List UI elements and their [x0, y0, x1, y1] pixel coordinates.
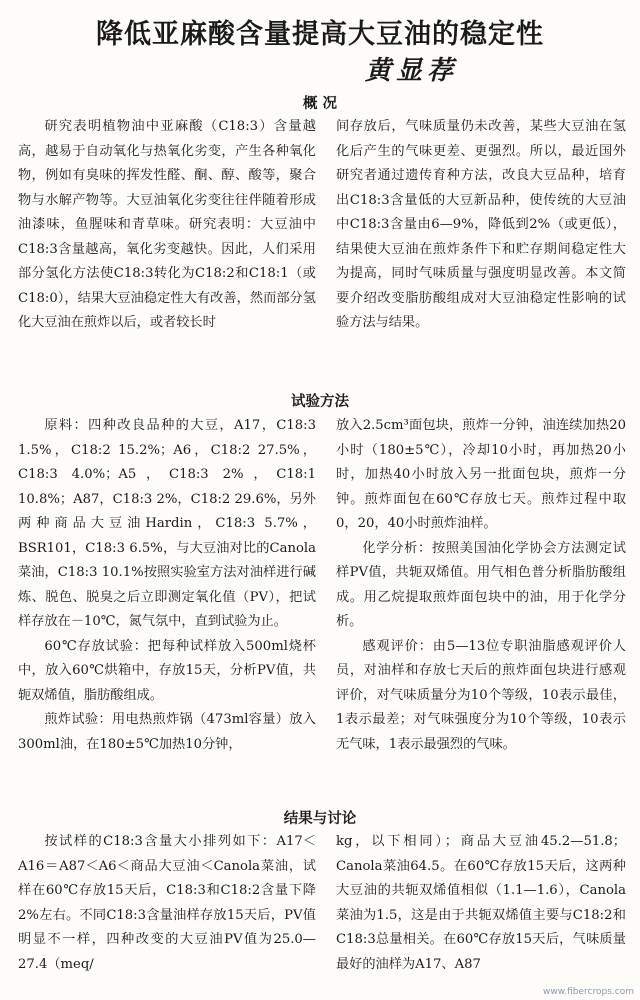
- section-heading-overview: 概 况: [302, 96, 338, 112]
- results-left-column: [18, 830, 316, 1000]
- methods-left-column: [18, 414, 316, 804]
- methods-right-column: [336, 414, 626, 804]
- paragraph: 感观评价：由5—13位专职油脂感观评价人员，对油样和存放七天后的煎炸面包块进行感观评价，对气味质量分为10个等级，10表示最佳，1表示最差；对气味强度分为10个等级，10表示无气味，1表示最强烈的气味。: [336, 638, 626, 752]
- article-title: 降低亚麻酸含量提高大豆油的稳定性: [96, 19, 544, 50]
- results-right-column: [336, 830, 626, 1000]
- section-heading-methods: 试验方法: [291, 394, 349, 410]
- paragraph: 60℃存放试验：把每种试样放入500ml烧杯中，放入60℃烘箱中，存放15天，分析PV值，共轭双烯值，脂肪酸组成。: [18, 638, 316, 703]
- section-heading-results: 结果与讨论: [283, 811, 357, 827]
- paragraph: 间存放后，气味质量仍未改善，某些大豆油在氢化后产生的气味更差、更强烈。所以，最近国外研究者通过遗传育种方法，改良大豆品种，培育出C18:3含量低的大豆新品种，使传统的大豆油中C18:3含量由6—9%，降低到2%（或更低），结果使大豆油在煎炸条件下和贮存期间稳定性大为提高，同时气味质量与强度明显改善。本文简要介绍改变脂肪酸组成对大豆油稳定性影响的试验方法与结果。: [336, 119, 626, 330]
- paragraph: 按试样的C18:3含量大小排列如下：A17＜A16＝A87＜A6＜商品大豆油＜Canola菜油，试样在60℃存放15天后，C18:3和C18:2含量下降2%左右。不同C18:3含量油样存放15天后，PV值明显不一样，四种改变的大豆油PV值为25.0—27.4（meq/: [18, 834, 316, 972]
- paragraph: 化学分析：按照美国油化学协会方法测定试样PV值，共轭双烯值。用气相色普分析脂肪酸组成。用乙烷提取煎炸面包块中的油，用于化学分析。: [336, 540, 626, 629]
- author-name: 黄显荐: [365, 56, 459, 86]
- overview-left-column: [18, 115, 316, 385]
- paragraph: 原料：四种改良品种的大豆，A17，C18:3 1.5%，C18:2 15.2%；A6，C18:2 27.5%，C18:3 4.0%；A5，C18:3 2%，C18:1 10.8%；A87，C18:3 2%，C18:2 29.6%，另外两种商品大豆油Hardin，C18:3 5.7%，BSR101，C18:3 6.5%，与大豆油对比的Canola菜油，C18:3 10.1%按照实验室方法对油样进行碱炼、脱色、脱臭之后立即测定氧化值（PV），把试样存放在－10℃，氮气氛中，直到试验为止。: [18, 418, 316, 629]
- paragraph: kg，以下相同）；商品大豆油45.2—51.8；Canola菜油64.5。在60℃存放15天后，这两种大豆油的共轭双烯值相似（1.1—1.6），Canola菜油为1.5，这是由于共轭双烯值主要与C18:2和C18:3总量相关。在60℃存放15天后，气味质量最好的油样为A17、A87: [336, 834, 626, 972]
- paragraph: 放入2.5cm³面包块，煎炸一分钟，油连续加热20小时（180±5℃），冷却10小时，再加热20小时，加热40小时放入另一批面包块，煎炸一分钟。煎炸面包在60℃存放七天。煎炸过程中取0，20，40小时煎炸油样。: [336, 418, 626, 531]
- paragraph: 煎炸试验：用电热煎炸锅（473ml容量）放入300ml油，在180±5℃加热10分钟，: [18, 712, 316, 752]
- paragraph: 研究表明植物油中亚麻酸（C18:3）含量越高，越易于自动氧化与热氧化劣变，产生各种氧化物，例如有臭味的挥发性醛、酮、醇、酸等，聚合物与水解产物等。大豆油氧化劣变往往伴随着形成油漆味，鱼腥味和青草味。研究表明：大豆油中C18:3含量越高，氧化劣变越快。因此，人们采用部分氢化方法使C18:3转化为C18:2和C18:1（或C18:0），结果大豆油稳定性大有改善，然而部分氢化大豆油在煎炸以后，或者较长时: [18, 119, 316, 330]
- overview-right-column: [336, 115, 626, 385]
- site-watermark: www.fibercrops.com: [543, 987, 634, 997]
